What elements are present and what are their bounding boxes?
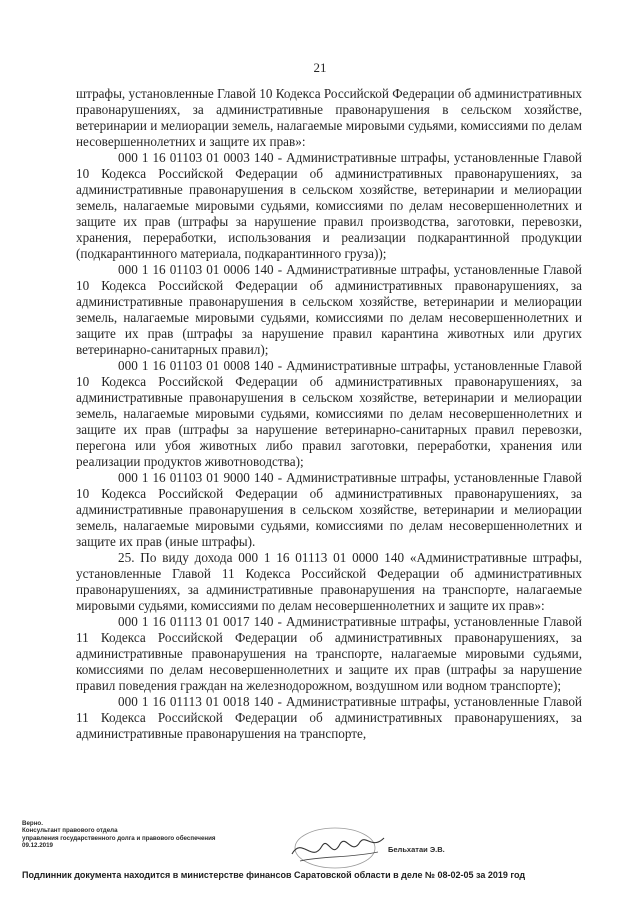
verification-line: Верно. bbox=[22, 820, 43, 827]
paragraph: 000 1 16 01113 01 0017 140 - Административные штрафы, установленные Главой 11 Кодекса Российской Федерации об административных правонарушениях, за административные правонарушения на транспорте, налагаемые мировыми судьями, комиссиями по делам несовершеннолетних и защите их прав (штрафы за нарушение правил поведения граждан на железнодорожном, воздушном или водном транспорте); bbox=[76, 614, 582, 693]
page-number: 21 bbox=[313, 60, 327, 75]
paragraph: 000 1 16 01103 01 0003 140 - Административные штрафы, установленные Главой 10 Кодекса Российской Федерации об административных правонарушениях, за административные правонарушения в сельском хозяйстве, ветеринарии и мелиорации земель, налагаемые мировыми судьями, комиссиями по делам несовершеннолетних и защите их прав (штрафы за нарушение правил производства, заготовки, перевозки, хранения, переработки, использования и реализации подкарантинной продукции (подкарантинного материала, подкарантинного груза)); bbox=[76, 150, 582, 261]
verification-line: 09.12.2019 bbox=[22, 842, 53, 850]
paragraph: 000 1 16 01103 01 9000 140 - Административные штрафы, установленные Главой 10 Кодекса Российской Федерации об административных правонарушениях, за административные правонарушения в сельском хозяйстве, ветеринарии и мелиорации земель, налагаемые мировыми судьями, комиссиями по делам несовершеннолетних и защите их прав (иные штрафы). bbox=[76, 470, 582, 549]
paragraph: 000 1 16 01103 01 0006 140 - Административные штрафы, установленные Главой 10 Кодекса Российской Федерации об административных правонарушениях, за административные правонарушения в сельском хозяйстве, ветеринарии и мелиорации земель, налагаемые мировыми судьями, комиссиями по делам несовершеннолетних и защите их прав (штрафы за нарушение правил карантина животных или других ветеринарно-санитарных правил); bbox=[76, 262, 582, 357]
verification-block bbox=[22, 820, 322, 850]
original-location-note: Подлинник документа находится в министерстве финансов Саратовской области в деле № 08-02-05 за 2019 год bbox=[22, 870, 526, 880]
paragraph: 25. По виду дохода 000 1 16 01113 01 0000 140 «Административные штрафы, установленные Главой 11 Кодекса Российской Федерации об административных правонарушениях, за административные правонарушения на транспорте, налагаемые мировыми судьями, комиссиями по делам несовершеннолетних и защите их прав»: bbox=[76, 550, 582, 613]
paragraph: 000 1 16 01113 01 0018 140 - Административные штрафы, установленные Главой 11 Кодекса Российской Федерации об административных правонарушениях, за административные правонарушения на транспорте, bbox=[76, 694, 582, 741]
paragraph: штрафы, установленные Главой 10 Кодекса Российской Федерации об административных правонарушениях, за административные правонарушения в сельском хозяйстве, ветеринарии и мелиорации земель, налагаемые мировыми судьями, комиссиями по делам несовершеннолетних и защите их прав»: bbox=[76, 86, 582, 149]
document-body bbox=[76, 86, 582, 742]
verification-line: Консультант правового отдела bbox=[22, 827, 118, 835]
signer-name: Бельхатаи Э.В. bbox=[388, 845, 445, 854]
paragraph: 000 1 16 01103 01 0008 140 - Административные штрафы, установленные Главой 10 Кодекса Российской Федерации об административных правонарушениях, за административные правонарушения в сельском хозяйстве, ветеринарии и мелиорации земель, налагаемые мировыми судьями, комиссиями по делам несовершеннолетних и защите их прав (штрафы за нарушение ветеринарно-санитарных правил перевозки, перегона или убоя животных либо правил заготовки, переработки, хранения или реализации продуктов животноводства); bbox=[76, 358, 582, 469]
verification-line: управления государственного долга и правового обеспечения bbox=[22, 834, 216, 842]
